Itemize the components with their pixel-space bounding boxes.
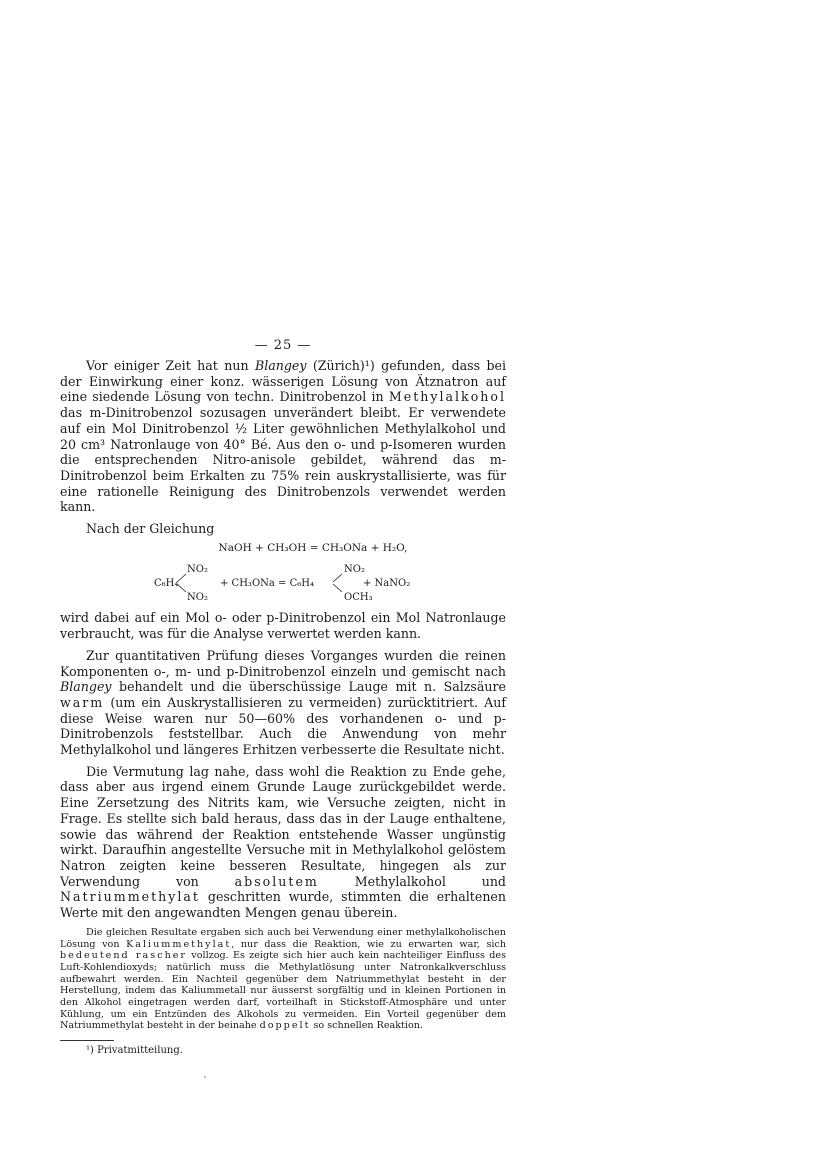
eq2-no2-bottom-left: NO₂ [187,592,208,604]
p1-text-a: Vor einiger Zeit hat nun [86,358,255,373]
footnote: ¹) Privatmitteilung. [86,1045,183,1057]
p4-text-a: Zur quantitativen Prüfung dieses Vorganges wurden die reinen Komponenten o-, m- und p-Dinitrobenzol einzeln und gemischt nach [60,647,506,679]
paragraph-2: Nach der Gleichung [86,521,215,537]
paragraph-5 [60,764,506,921]
p5-text-b: Methylalkohol und [318,873,506,889]
equation-2 [60,560,506,606]
author-name: Blangey [254,358,307,373]
small-print-paragraph [60,927,506,1032]
footnote-divider [60,1040,114,1041]
p1-text-c: das m-Dinitrobenzol sozusagen unverändert bleibt. Er verwendete auf ein Mol Dinitrobenzol ½ Liter gewöhnlichen Methylalkohol und 20 cm³ Natronlauge von 40° Bé. Aus den o- und p-Isomeren wurden die entsprechenden Nitro-anisole gebildet, während das m-Dinitrobenzol beim Erkalten zu 75% rein auskrystallisierte, was für eine rationelle Reinigung des Dinitrobenzols verwendet werden kann. [60,405,506,515]
paragraph-4 [60,648,506,758]
p5-text-c: geschritten wurde, stimmten die erhaltenen Werte mit den angewandten Mengen genau überein. [60,889,506,921]
sp-text-c: vollzog. Es zeigte sich hier auch kein nachteiliger Einfluss des Luft-Kohlendioxyds; natürlich muss die Methylatlösung unter Natronkalkverschluss aufbewahrt werden. Ein Nachteil gegenüber dem Natriummethylat besteht in der Herstellung, indem das Kaliummetall nur äusserst sorgfältig und in kleinen Portionen in den Alkohol eingetragen werden darf, vorteilhaft in Stickstoff-Atmosphäre und unter Kühlung, um ein Entzünden des Alkohols zu vermeiden. Ein Vorteil gegenüber dem Natriummethylat besteht in der beinahe [60,950,506,1032]
p5-text-a: Die Vermutung lag nahe, dass wohl die Reaktion zu Ende gehe, dass aber aus irgend einem Grunde Lauge zurückgebildet werde. Eine Zersetzung des Nitrits kam, wie Versuche zeigten, nicht in Frage. Es stellte sich bald heraus, dass das in der Lauge enthaltene, sowie das während der Reaktion entstehende Wasser ungünstig wirkt. Daraufhin angestellte Versuche mit in Methylalkohol gelöstem Natron zeigten keine besseren Resultate, hingegen als zur Verwendung von [60,763,506,889]
p1-text-b: (Zürich)¹) gefunden, dass bei der Einwirkung einer konz. wässerigen Lösung von Ätznatron auf eine siedende Lösung von techn. Dinitrobenzol in [60,358,506,405]
paragraph-3: wird dabei auf ein Mol o- oder p-Dinitrobenzol ein Mol Natronlauge verbraucht, was für die Analyse verwertet werden kann. [60,610,506,642]
sp-spaced-2: bedeutend rascher [60,950,188,962]
sp-spaced-1: Kaliummethylat [126,938,232,950]
equation-1: NaOH + CH₃OH = CH₃ONa + H₂O, [218,541,408,554]
sp-text-b: , nur dass die Reaktion, wie zu erwarten war, sich [231,938,507,950]
p5-spaced-2: Natriummethylat [60,889,200,905]
sp-spaced-3: doppelt [259,1020,311,1032]
p4-text-b: behandelt und die überschüssige Lauge mit n. Salzsäure [111,679,506,695]
small-paragraph [60,927,506,1032]
eq2-och3: OCH₃ [344,592,373,604]
author-name-2: Blangey [60,679,112,695]
scan-speck [204,1076,206,1078]
eq2-no2-top-left: NO₂ [187,564,208,576]
p4-text-c: (um ein Auskrystallisieren zu vermeiden) zurücktitriert. Auf diese Weise waren nur 50—60% des vorhandenen o- und p-Dinitrobenzols feststellbar. Auch die Anwendung von mehr Methylalkohol und längeres Erhitzen verbesserte die Resultate nicht. [60,694,506,758]
page-body [60,330,506,1056]
paragraph-1 [60,358,506,515]
eq2-end: + NaNO₂ [363,578,411,590]
p5-spaced-1: absolutem [234,873,319,889]
eq2-c6h4-left: C₆H₄ [154,578,179,590]
eq2-middle: + CH₃ONa = C₆H₄ [220,578,314,590]
page-number: — 25 — [254,338,312,353]
main-text [60,358,506,921]
sp-text-d: so schnellen Reaktion. [310,1020,423,1032]
p1-spaced: Methylalkohol [388,389,506,405]
sp-text-a: Die gleichen Resultate ergaben sich auch bei Verwendung einer methylalkoholischen Lösung von [60,926,506,950]
eq2-no2-top-right: NO₂ [344,564,365,576]
p4-spaced: warm [60,694,105,710]
